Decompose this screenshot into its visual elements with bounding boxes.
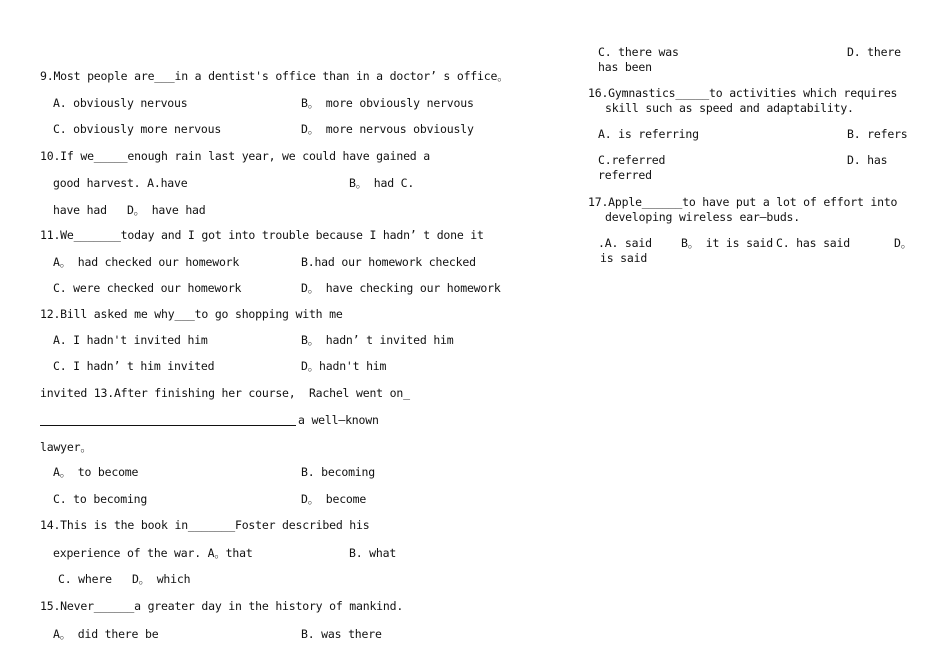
q13-option-d: D。 become — [301, 492, 367, 506]
q17-option-b: B。 it is said — [681, 236, 773, 250]
q17-stem-cont: developing wireless ear—buds. — [605, 210, 800, 224]
q17-option-d: D。 — [894, 236, 913, 250]
q13-option-c: C. to becoming — [53, 492, 148, 506]
q16-stem-cont: skill such as speed and adaptability. — [605, 101, 854, 115]
q16-option-b: B. refers — [847, 127, 908, 141]
q16-option-c: C.referred — [598, 153, 666, 167]
q13-option-a: A。 to become — [53, 465, 139, 479]
q11-option-d: D。 have checking our homework — [301, 281, 501, 295]
q10-stem: 10.If we_____enough rain last year, we could have gained a — [40, 149, 430, 163]
q9-option-c: C. obviously more nervous — [53, 122, 222, 136]
q10-line3: have had D。 have had — [53, 203, 206, 217]
q9-option-d: D。 more nervous obviously — [301, 122, 474, 136]
q15-option-d: D. there — [847, 45, 901, 59]
q15-option-d-cont: has been — [598, 60, 652, 74]
q13-line3: lawyer。 — [40, 440, 92, 454]
q17-option-c: C. has said — [776, 236, 850, 250]
q16-option-d-cont: referred — [598, 168, 652, 182]
q13-blank-tail: a well—known — [298, 413, 379, 427]
q15-option-a: A。 did there be — [53, 627, 159, 641]
q16-stem: 16.Gymnastics_____to activities which requires — [588, 86, 898, 100]
q11-option-c: C. were checked our homework — [53, 281, 242, 295]
q12-option-d: D。hadn't him — [301, 359, 387, 373]
q14-line2-left: experience of the war. A。that — [53, 546, 253, 560]
q11-option-a: A。 had checked our homework — [53, 255, 240, 269]
q15-option-b: B. was there — [301, 627, 382, 641]
q12-option-a: A. I hadn't invited him — [53, 333, 208, 347]
q17-stem: 17.Apple______to have put a lot of effort into — [588, 195, 898, 209]
q16-option-a: A. is referring — [598, 127, 699, 141]
q13-option-b: B. becoming — [301, 465, 375, 479]
q12-stem: 12.Bill asked me why___to go shopping with me — [40, 307, 343, 321]
q9-stem: 9.Most people are___in a dentist's office than in a doctor’ s office。 — [40, 69, 509, 83]
q14-stem: 14.This is the book in_______Foster described his — [40, 518, 370, 532]
q16-option-d: D. has — [847, 153, 888, 167]
q17-option-a: .A. said — [598, 236, 652, 250]
q12-option-b: B。 hadn’ t invited him — [301, 333, 454, 347]
q12-option-c: C. I hadn’ t him invited — [53, 359, 215, 373]
q9-option-b: B。 more obviously nervous — [301, 96, 474, 110]
q11-option-b: B.had our homework checked — [301, 255, 476, 269]
q10-line2-left: good harvest. A.have — [53, 176, 188, 190]
q17-option-d-cont: is said — [600, 251, 648, 265]
q13-stem: invited 13.After finishing her course, Rachel went on_ — [40, 386, 410, 400]
q15-stem: 15.Never______a greater day in the history of mankind. — [40, 599, 404, 613]
q9-option-a: A. obviously nervous — [53, 96, 188, 110]
q14-line2-right: B. what — [349, 546, 397, 560]
q15-option-c: C. there was — [598, 45, 679, 59]
q10-line2-right: B。 had C. — [349, 176, 415, 190]
q14-line3: C. where D。 which — [58, 572, 191, 586]
q11-stem: 11.We_______today and I got into trouble because I hadn’ t done it — [40, 228, 484, 242]
answer-blank-line — [40, 425, 296, 426]
